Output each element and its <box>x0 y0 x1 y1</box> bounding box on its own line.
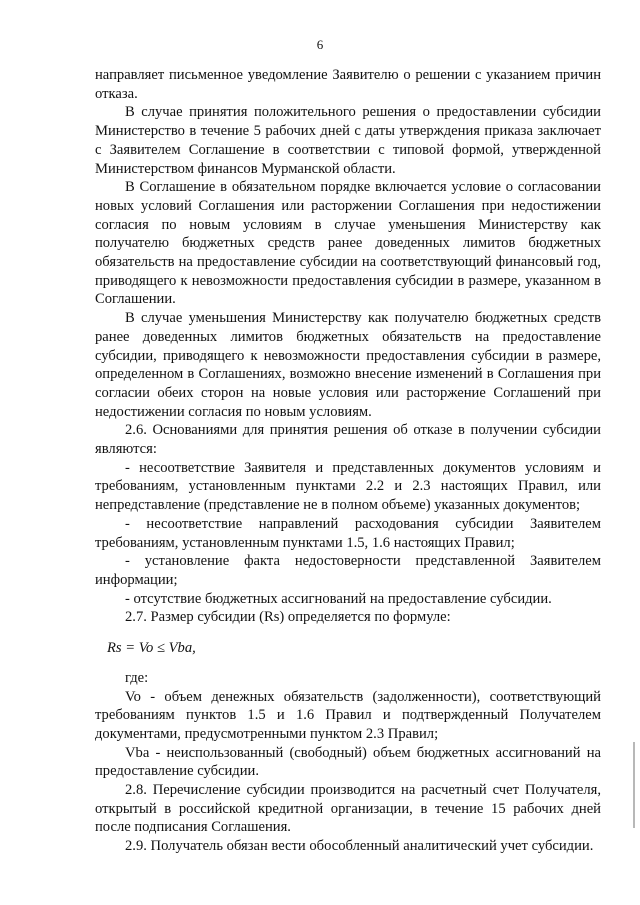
definition-vo: Vo - объем денежных обязательств (задолженности), соответствующий требованиям пунктов 1.5 и 1.6 Правил и подтвержденный Получателем документами, предусмотренными пунктом 2.3 Правил; <box>95 688 601 742</box>
paragraph-limit-reduction: В случае уменьшения Министерству как получателю бюджетных средств ранее доведенных лимитов бюджетных обязательств на предоставление субсидии, приводящего к невозможности предоставления субсидии в размере, определенном в Соглашениях, возможно внесение изменений в Соглашения при согласии обеих сторон на новые условия или расторжение Соглашений при недостижении согласия по новым условиям. <box>95 310 601 420</box>
document-body <box>95 66 601 856</box>
paragraph-refusal-notice: направляет письменное уведомление Заявителю о решении с указанием причин отказа. <box>95 67 601 102</box>
subsidy-formula: Rs = Vo ≤ Vba, <box>107 640 196 657</box>
paragraph-refusal-grounds: 2.6. Основаниями для принятия решения об отказе в получении субсидии являются: <box>95 422 601 458</box>
list-item-no-allocations: - отсутствие бюджетных ассигнований на предоставление субсидии. <box>125 590 552 607</box>
scan-edge-mark <box>633 742 635 828</box>
paragraph-transfer: 2.8. Перечисление субсидии производится на расчетный счет Получателя, открытый в российской кредитной организации, в течение 15 рабочих дней после подписания Соглашения. <box>95 782 601 836</box>
paragraph-accounting: 2.9. Получатель обязан вести обособленный аналитический учет субсидии. <box>125 838 594 855</box>
paragraph-positive-decision: В случае принятия положительного решения о предоставлении субсидии Министерство в течение 5 рабочих дней с даты утверждения приказа заключает с Заявителем Соглашение в соответствии с типовой формой, утвержденной Министерством финансов Мурманской области. <box>95 104 601 177</box>
paragraph-subsidy-size: 2.7. Размер субсидии (Rs) определяется по формуле: <box>125 609 451 626</box>
paragraph-agreement-conditions: В Соглашение в обязательном порядке включается условие о согласовании новых условий Соглашения или расторжении Соглашения при недостижении согласия по новым условиям в случае уменьшения Министерству как получателю бюджетных средств ранее доведенных лимитов бюджетных обязательств на предоставление субсидии на соответствующий финансовый год, приводящего к невозможности предоставления субсидии в размере, указанном в Соглашении. <box>95 179 601 308</box>
list-item-spending-mismatch: - несоответствие направлений расходования субсидии Заявителем требованиям, установленным пунктами 1.5, 1.6 настоящих Правил; <box>95 515 601 551</box>
page-number: 6 <box>316 37 324 52</box>
definition-vba: Vba - неиспользованный (свободный) объем бюджетных ассигнований на предоставление субсидии. <box>95 744 601 780</box>
paragraph-where: где: <box>125 669 149 686</box>
list-item-noncompliance: - несоответствие Заявителя и представленных документов условиям и требованиям, установленным пунктами 2.2 и 2.3 настоящих Правил, или непредставление (представление не в полном объеме) указанных документов; <box>95 459 601 514</box>
list-item-false-information: - установление факта недостоверности представленной Заявителем информации; <box>95 553 601 588</box>
